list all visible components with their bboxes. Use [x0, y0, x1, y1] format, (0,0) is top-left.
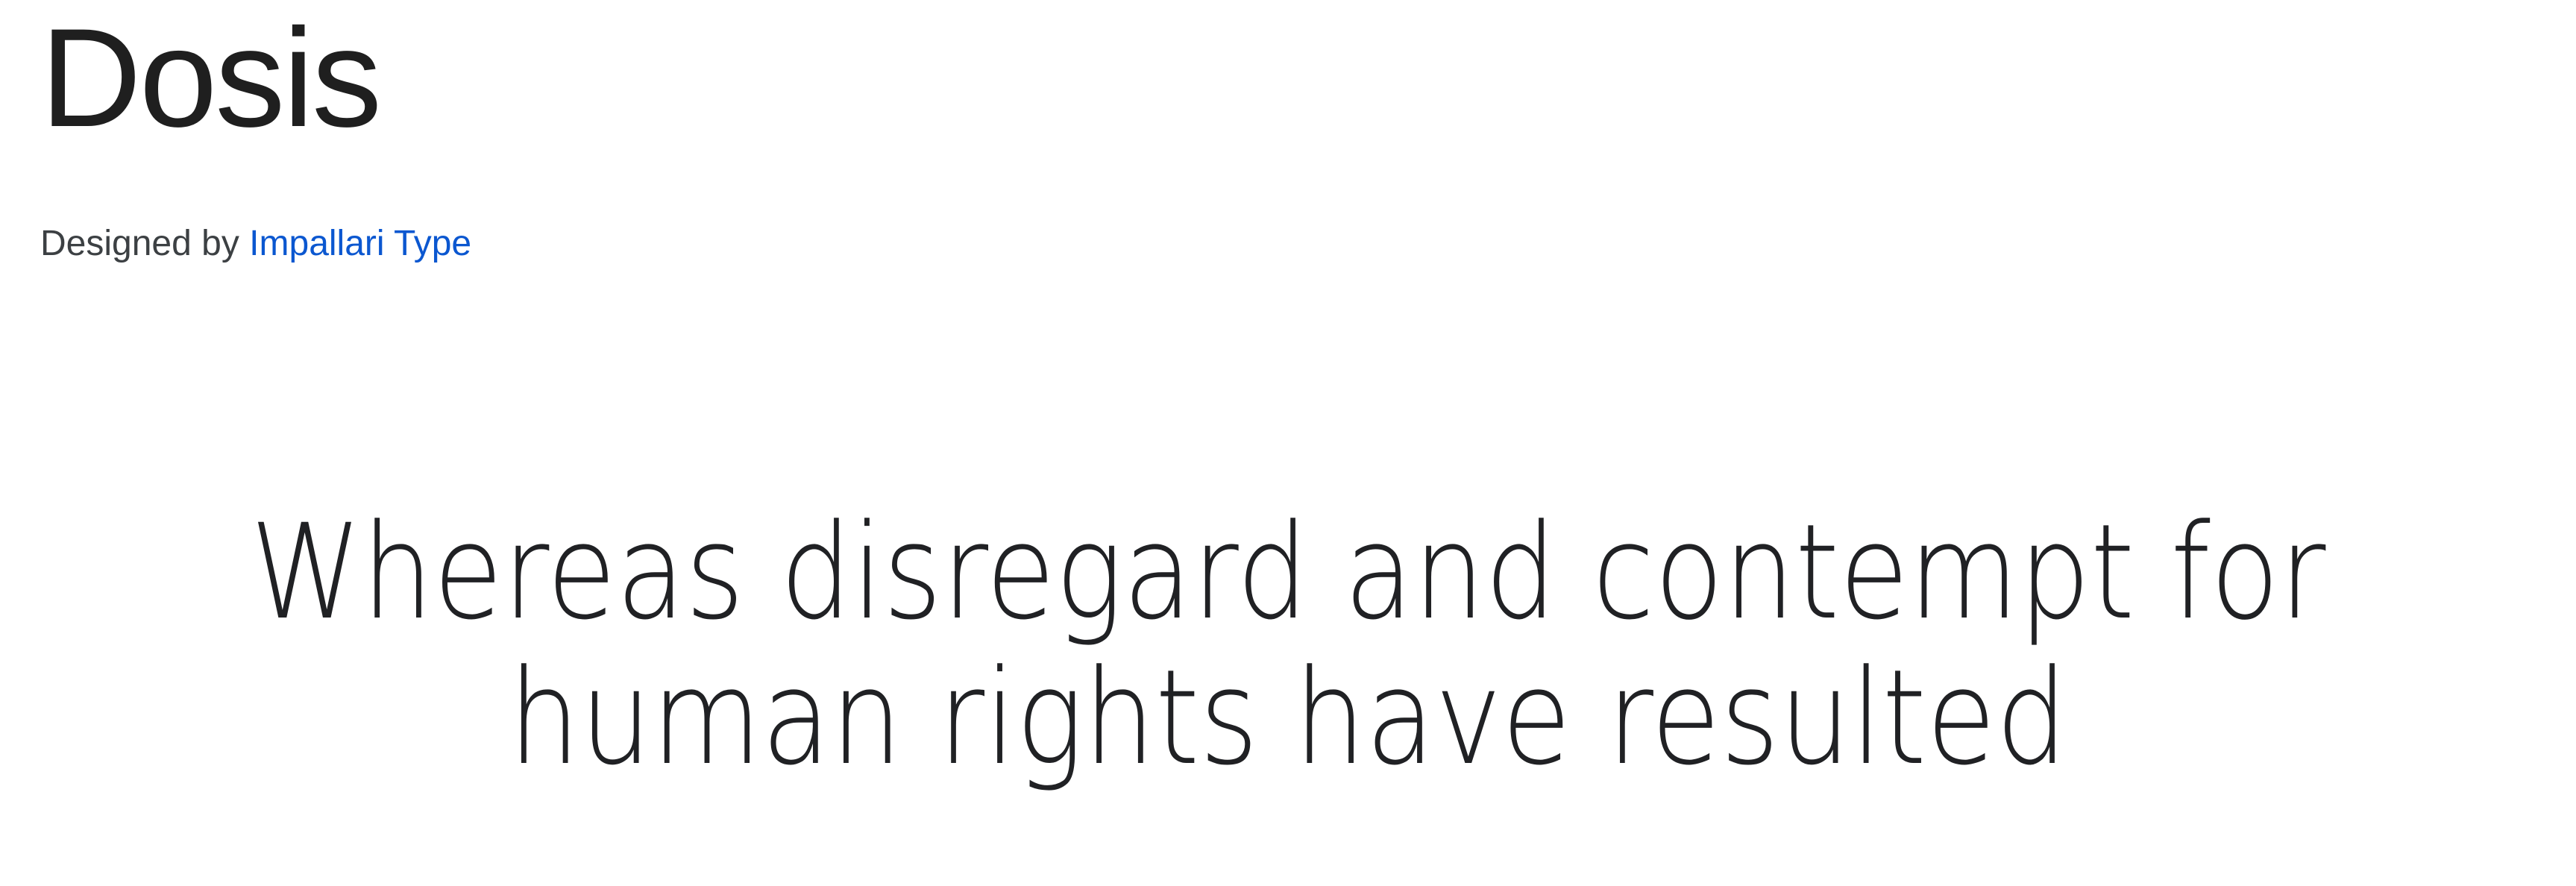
designer-prefix: Designed by — [40, 224, 250, 263]
designer-link[interactable]: Impallari Type — [249, 224, 472, 263]
font-header — [40, 0, 380, 156]
designer-line — [40, 222, 471, 266]
font-title: Dosis — [40, 0, 380, 156]
font-preview-text: Whereas disregard and contempt for human rights have resulted — [250, 496, 2326, 795]
